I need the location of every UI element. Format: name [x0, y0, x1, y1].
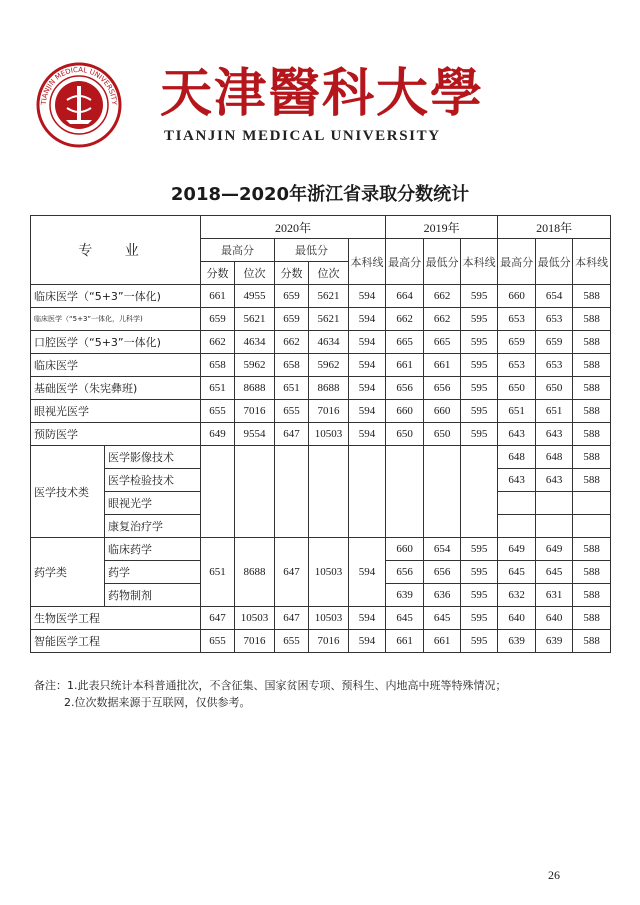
score-cell: 8688: [235, 538, 275, 607]
score-cell: 645: [424, 607, 461, 630]
score-cell: 645: [498, 561, 536, 584]
score-cell: 656: [386, 561, 424, 584]
score-cell: 653: [498, 354, 536, 377]
score-cell: 651: [201, 538, 235, 607]
score-cell: 7016: [235, 400, 275, 423]
score-cell: [424, 446, 461, 538]
score-cell: 594: [349, 331, 386, 354]
major-name: 医学检验技术: [105, 469, 201, 492]
score-cell: 10503: [309, 538, 349, 607]
score-cell: 595: [461, 538, 498, 561]
score-cell: 647: [275, 538, 309, 607]
header-year-2019: 2019年: [386, 216, 498, 239]
score-cell: 660: [498, 285, 536, 308]
score-cell: 659: [275, 308, 309, 331]
score-cell: 594: [349, 400, 386, 423]
header-year-2018: 2018年: [498, 216, 611, 239]
score-cell: 661: [386, 630, 424, 653]
footnotes: [34, 677, 507, 711]
score-cell: 588: [573, 354, 611, 377]
page-number: 26: [548, 868, 560, 882]
score-cell: 662: [201, 331, 235, 354]
major-group: 药学类: [31, 538, 105, 607]
score-cell: 647: [275, 423, 309, 446]
score-cell: [386, 446, 424, 538]
score-cell: 662: [386, 308, 424, 331]
score-cell: [461, 446, 498, 538]
score-cell: 655: [275, 400, 309, 423]
table-row: [31, 538, 611, 561]
major-name: 康复治疗学: [105, 515, 201, 538]
major-name: 药物制剂: [105, 584, 201, 607]
score-cell: 588: [573, 469, 611, 492]
score-cell: [275, 446, 309, 538]
score-cell: 636: [424, 584, 461, 607]
score-cell: [573, 515, 611, 538]
score-cell: 640: [498, 607, 536, 630]
score-cell: 662: [275, 331, 309, 354]
score-cell: 7016: [309, 400, 349, 423]
score-cell: 665: [386, 331, 424, 354]
score-cell: 653: [536, 308, 573, 331]
header-2018-min: 最低分: [536, 239, 573, 285]
score-cell: 5962: [309, 354, 349, 377]
score-cell: 645: [536, 561, 573, 584]
score-cell: 595: [461, 423, 498, 446]
score-cell: 654: [536, 285, 573, 308]
score-cell: [235, 446, 275, 538]
score-cell: 7016: [309, 630, 349, 653]
header-2020-min-rank: 位次: [309, 262, 349, 285]
score-cell: 595: [461, 354, 498, 377]
score-cell: 661: [424, 630, 461, 653]
header-major: 专 业: [31, 216, 201, 285]
score-cell: 594: [349, 377, 386, 400]
major-name: 口腔医学（“5+3”一体化): [31, 331, 201, 354]
header-2019-min: 最低分: [424, 239, 461, 285]
header-year-2020: 2020年: [201, 216, 386, 239]
header-2020-min: 最低分: [275, 239, 349, 262]
score-cell: [536, 515, 573, 538]
score-cell: 656: [424, 561, 461, 584]
score-cell: 640: [536, 607, 573, 630]
score-cell: 651: [536, 400, 573, 423]
score-cell: 595: [461, 285, 498, 308]
score-cell: 643: [536, 423, 573, 446]
score-cell: 645: [386, 607, 424, 630]
score-cell: 632: [498, 584, 536, 607]
score-cell: 648: [498, 446, 536, 469]
score-cell: 595: [461, 308, 498, 331]
score-cell: 650: [424, 423, 461, 446]
major-name: 临床药学: [105, 538, 201, 561]
major-name: 药学: [105, 561, 201, 584]
score-cell: 10503: [235, 607, 275, 630]
score-cell: 651: [275, 377, 309, 400]
admission-score-table: [30, 215, 611, 653]
table-row: [31, 446, 611, 469]
score-cell: 639: [536, 630, 573, 653]
header-2018-line: 本科线: [573, 239, 611, 285]
score-cell: 655: [201, 400, 235, 423]
score-cell: 655: [275, 630, 309, 653]
score-cell: 659: [201, 308, 235, 331]
score-cell: 594: [349, 354, 386, 377]
page-title: 2018—2020年浙江省录取分数统计: [170, 184, 470, 205]
score-cell: [349, 446, 386, 538]
header-2020-max: 最高分: [201, 239, 275, 262]
score-cell: 595: [461, 331, 498, 354]
table-row: [31, 630, 611, 653]
score-cell: 9554: [235, 423, 275, 446]
major-name: 医学影像技术: [105, 446, 201, 469]
table-row: [31, 423, 611, 446]
university-chinese-name: 天津醫科大學: [160, 63, 485, 124]
major-name: 眼视光医学: [31, 400, 201, 423]
score-cell: 655: [201, 630, 235, 653]
footnote-2: 2.位次数据来源于互联网，仅供参考。: [64, 696, 251, 709]
score-cell: 588: [573, 285, 611, 308]
score-cell: 631: [536, 584, 573, 607]
score-cell: 661: [386, 354, 424, 377]
score-cell: 595: [461, 561, 498, 584]
score-cell: 5621: [309, 285, 349, 308]
svg-text:TIANJIN MEDICAL UNIVERSITY: TIANJIN MEDICAL UNIVERSITY: [39, 65, 119, 106]
score-cell: 595: [461, 584, 498, 607]
score-cell: [498, 515, 536, 538]
major-name: 眼视光学: [105, 492, 201, 515]
university-seal-logo: [36, 62, 122, 148]
score-cell: 8688: [235, 377, 275, 400]
score-cell: 660: [424, 400, 461, 423]
score-cell: 660: [386, 538, 424, 561]
major-group: 医学技术类: [31, 446, 105, 538]
score-cell: 665: [424, 331, 461, 354]
header-2020-max-rank: 位次: [235, 262, 275, 285]
score-cell: 4955: [235, 285, 275, 308]
score-cell: 660: [386, 400, 424, 423]
university-header: [36, 62, 606, 152]
header-2019-line: 本科线: [461, 239, 498, 285]
table-row: [31, 607, 611, 630]
score-cell: 639: [386, 584, 424, 607]
score-cell: 595: [461, 400, 498, 423]
score-cell: 661: [201, 285, 235, 308]
score-cell: 594: [349, 423, 386, 446]
score-cell: 650: [536, 377, 573, 400]
score-cell: 651: [201, 377, 235, 400]
score-cell: 5962: [235, 354, 275, 377]
score-cell: 661: [424, 354, 461, 377]
score-cell: 643: [498, 423, 536, 446]
score-cell: 653: [536, 354, 573, 377]
score-cell: 588: [573, 331, 611, 354]
score-cell: 588: [573, 400, 611, 423]
table-row: [31, 354, 611, 377]
score-cell: 595: [461, 630, 498, 653]
header-2019-max: 最高分: [386, 239, 424, 285]
score-cell: 654: [424, 538, 461, 561]
score-cell: 588: [573, 423, 611, 446]
score-cell: 651: [498, 400, 536, 423]
score-cell: 594: [349, 607, 386, 630]
table-row: [31, 331, 611, 354]
major-name: 基础医学（朱宪彝班): [31, 377, 201, 400]
score-cell: 4634: [309, 331, 349, 354]
score-cell: 643: [536, 469, 573, 492]
score-cell: 649: [498, 538, 536, 561]
table-row: [31, 308, 611, 331]
header-2020-line: 本科线: [349, 239, 386, 285]
major-name: 临床医学: [31, 354, 201, 377]
score-cell: [573, 492, 611, 515]
score-cell: 7016: [235, 630, 275, 653]
score-cell: 588: [573, 561, 611, 584]
score-cell: 662: [424, 285, 461, 308]
score-cell: 594: [349, 538, 386, 607]
score-cell: 659: [536, 331, 573, 354]
score-cell: [201, 446, 235, 538]
header-2018-max: 最高分: [498, 239, 536, 285]
table-row: [31, 285, 611, 308]
university-english-name: TIANJIN MEDICAL UNIVERSITY: [164, 128, 441, 144]
score-cell: 639: [498, 630, 536, 653]
header-2020-min-score: 分数: [275, 262, 309, 285]
score-cell: 662: [424, 308, 461, 331]
major-name: 生物医学工程: [31, 607, 201, 630]
score-cell: 5621: [309, 308, 349, 331]
score-cell: 594: [349, 308, 386, 331]
score-cell: 588: [573, 538, 611, 561]
score-cell: 648: [536, 446, 573, 469]
score-cell: 659: [275, 285, 309, 308]
score-cell: 10503: [309, 423, 349, 446]
score-cell: 664: [386, 285, 424, 308]
score-cell: 649: [201, 423, 235, 446]
score-cell: 658: [201, 354, 235, 377]
score-cell: [309, 446, 349, 538]
score-cell: 647: [275, 607, 309, 630]
table-row: [31, 377, 611, 400]
score-cell: 656: [386, 377, 424, 400]
score-cell: 653: [498, 308, 536, 331]
score-cell: 594: [349, 630, 386, 653]
score-cell: 643: [498, 469, 536, 492]
score-cell: 650: [386, 423, 424, 446]
score-cell: 647: [201, 607, 235, 630]
score-cell: 588: [573, 377, 611, 400]
score-cell: 8688: [309, 377, 349, 400]
major-name: 智能医学工程: [31, 630, 201, 653]
header-2020-max-score: 分数: [201, 262, 235, 285]
major-name: 临床医学（“5+3”一体化): [31, 285, 201, 308]
score-cell: 588: [573, 446, 611, 469]
score-cell: 10503: [309, 607, 349, 630]
score-cell: [498, 492, 536, 515]
score-cell: [536, 492, 573, 515]
score-cell: 659: [498, 331, 536, 354]
score-cell: 658: [275, 354, 309, 377]
score-cell: 595: [461, 607, 498, 630]
table-row: [31, 400, 611, 423]
score-cell: 588: [573, 584, 611, 607]
score-cell: 649: [536, 538, 573, 561]
major-name: 预防医学: [31, 423, 201, 446]
major-name: 临床医学（“5+3”一体化，儿科学): [31, 308, 201, 331]
score-cell: 656: [424, 377, 461, 400]
score-cell: 588: [573, 607, 611, 630]
score-cell: 5621: [235, 308, 275, 331]
score-cell: 4634: [235, 331, 275, 354]
score-cell: 594: [349, 285, 386, 308]
score-cell: 595: [461, 377, 498, 400]
score-cell: 588: [573, 630, 611, 653]
footnote-1: 备注：1.此表只统计本科普通批次，不含征集、国家贫困专项、预科生、内地高中班等特殊情况；: [34, 679, 507, 692]
score-cell: 650: [498, 377, 536, 400]
score-cell: 588: [573, 308, 611, 331]
